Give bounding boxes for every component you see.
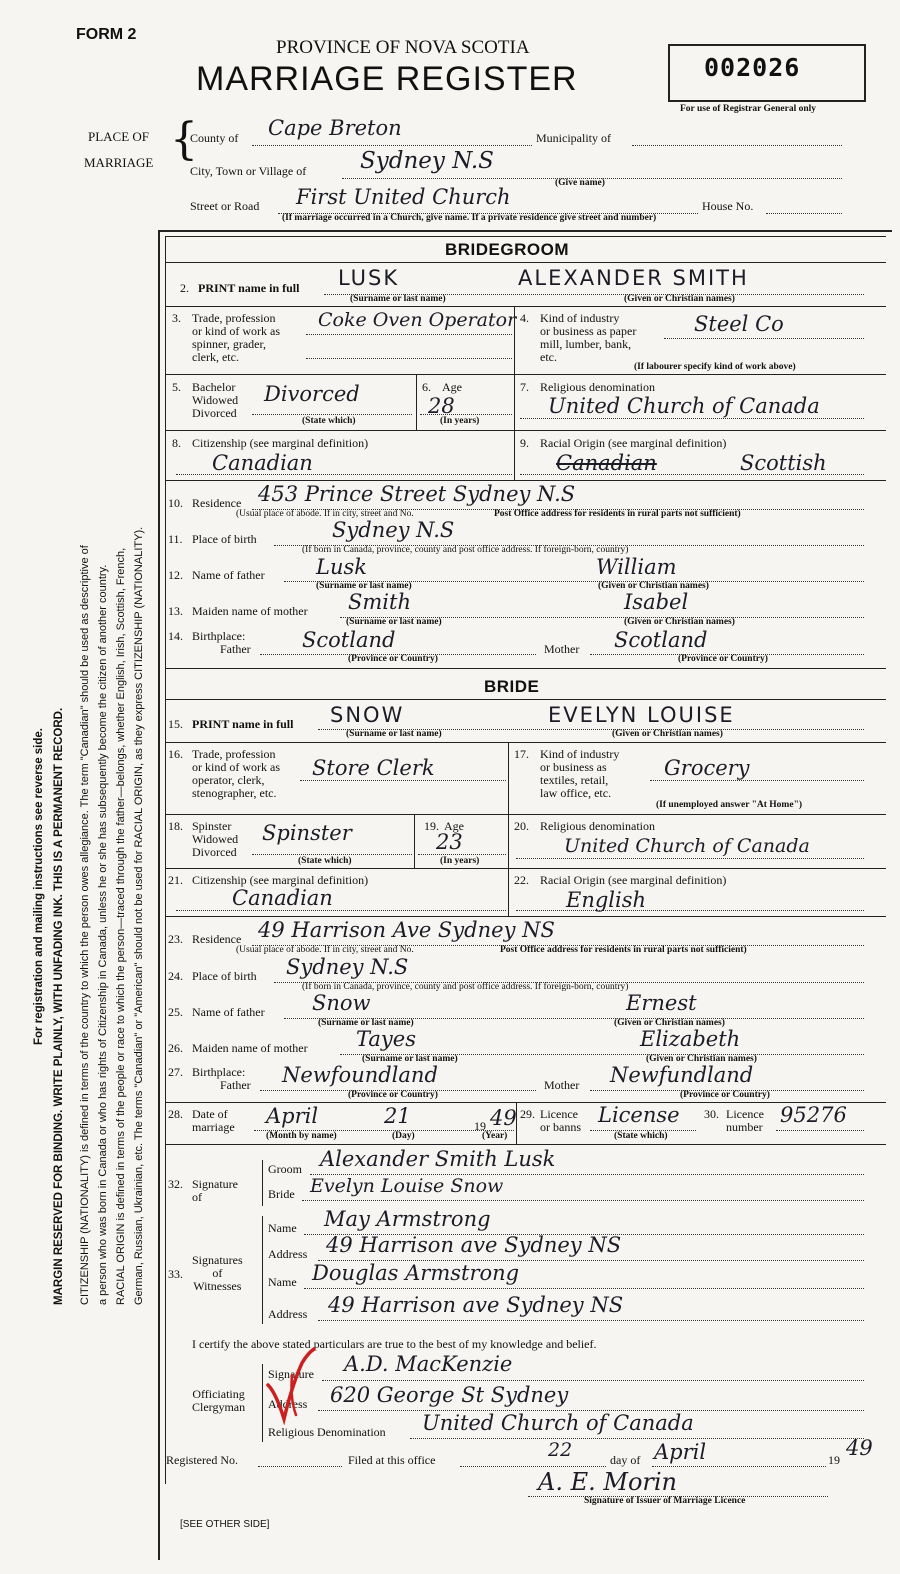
bride-industry: Grocery	[664, 756, 750, 780]
see-other-side: [SEE OTHER SIDE]	[180, 1519, 270, 1530]
bride-birthplaces-label: Birthplace:	[192, 1065, 246, 1079]
groom-status-label: Bachelor Widowed Divorced	[192, 380, 239, 420]
groom-name-label: PRINT name in full	[198, 281, 300, 295]
page-title: MARRIAGE REGISTER	[196, 60, 578, 98]
bride-birthplace: Sydney N.S	[286, 955, 409, 979]
issuer-signature: A. E. Morin	[538, 1468, 677, 1496]
marriage-year: 49	[490, 1106, 517, 1130]
bride-status-label: Spinster Widowed Divorced	[192, 819, 239, 859]
bride-mother-birthplace: Newfundland	[610, 1063, 754, 1087]
witnesses-label: Signatures of Witnesses	[192, 1253, 243, 1293]
groom-industry-label: Kind of industry or business as paper mill, lumber, bank, etc.	[540, 311, 637, 364]
marriage-label: MARRIAGE	[84, 155, 154, 170]
register-number: 002026	[704, 53, 801, 82]
marriage-date-label: Date of marriage	[192, 1107, 235, 1134]
form-number: FORM 2	[76, 26, 137, 43]
filed-year: 49	[846, 1436, 873, 1460]
filed-day: 22	[548, 1439, 573, 1461]
groom-mother-surname: Smith	[348, 590, 411, 614]
groom-origin: Scottish	[740, 451, 827, 475]
groom-age: 28	[428, 394, 455, 418]
city-value: Sydney N.S	[360, 148, 494, 174]
bride-father-label: Name of father	[192, 1005, 265, 1019]
witness-1-name: May Armstrong	[324, 1207, 491, 1231]
licence-or-banns: License	[598, 1103, 680, 1127]
groom-trade-label: Trade, profession or kind of work as spinner, grader, clerk, etc.	[192, 311, 280, 364]
bride-industry-label: Kind of industry or business as textiles, retail, law office, etc.	[540, 747, 620, 800]
bride-father-surname: Snow	[312, 991, 371, 1015]
groom-religion-label: Religious denomination	[540, 380, 655, 394]
bride-origin-label: Racial Origin (see marginal definition)	[540, 873, 727, 887]
groom-father-surname: Lusk	[316, 555, 367, 579]
groom-mother-label: Maiden name of mother	[192, 604, 308, 618]
licence-number: 95276	[780, 1103, 847, 1127]
margin-line-1: For registration and mailing instructions see reverse side.	[33, 728, 45, 1045]
margin-line-5: RACIAL ORIGIN is defined in terms of the people or race to which the person—traced through the father—belongs, whether English, Irish, Scottish, French,	[115, 547, 127, 1305]
municipality-label: Municipality of	[536, 131, 611, 145]
bride-trade: Store Clerk	[312, 756, 435, 780]
groom-given-names: ALEXANDER SMITH	[518, 266, 749, 290]
bride-citizenship: Canadian	[232, 886, 333, 910]
bride-father-given: Ernest	[626, 991, 697, 1015]
witness-2-name: Douglas Armstrong	[312, 1261, 520, 1285]
bride-given-names: EVELYN LOUISE	[548, 703, 735, 727]
street-value: First United Church	[296, 185, 511, 209]
certification-statement: I certify the above stated particulars are true to the best of my knowledge and belief.	[192, 1337, 597, 1351]
bride-trade-label: Trade, profession or kind of work as operator, clerk, stenographer, etc.	[192, 747, 280, 800]
bride-name-label: PRINT name in full	[192, 717, 294, 731]
bridegroom-heading: BRIDEGROOM	[445, 240, 569, 259]
margin-line-4: a person who was born in Canada or who has rights of Citizenship in Canada, unless he or she has subsequently become the citizen of another country.	[97, 564, 109, 1305]
groom-surname: LUSK	[338, 266, 400, 290]
clergyman-address: 620 George St Sydney	[330, 1383, 569, 1407]
groom-mother-given: Isabel	[624, 590, 689, 614]
margin-line-3: CITIZENSHIP (NATIONALITY) is defined in terms of the country to which the person owes allegiance. The term "Canadian" should be used as descriptive of	[79, 545, 91, 1305]
signature-of-label: Signature of	[192, 1177, 238, 1204]
groom-father-given: William	[596, 555, 677, 579]
witness-2-address: 49 Harrison ave Sydney NS	[328, 1293, 624, 1317]
margin-line-6: German, Russian, Ukrainian, etc. The terms "Canadian" or "American" should not be used for RACIAL ORIGIN, as they express CITIZENSHIP (NATIONALITY).	[133, 526, 145, 1305]
give-name-caption: (Give name)	[555, 178, 605, 188]
groom-status: Divorced	[264, 382, 360, 406]
filed-label: Filed at this office	[348, 1453, 436, 1467]
groom-religion: United Church of Canada	[548, 394, 820, 418]
county-label: County of	[190, 131, 239, 145]
margin-line-2: MARGIN RESERVED FOR BINDING. WRITE PLAINLY, WITH UNFADING INK. THIS IS A PERMANENT RECORD.	[53, 707, 65, 1305]
marriage-month: April	[266, 1104, 319, 1128]
bride-heading: BRIDE	[484, 677, 540, 696]
groom-father-birthplace: Scotland	[302, 628, 396, 652]
place-of-label: PLACE OF	[88, 129, 150, 144]
registrar-note: For use of Registrar General only	[680, 104, 817, 114]
groom-residence: 453 Prince Street Sydney N.S	[258, 482, 576, 506]
groom-industry: Steel Co	[694, 312, 784, 336]
clergyman-signature: A.D. MacKenzie	[344, 1352, 513, 1376]
bride-mother-surname: Tayes	[356, 1027, 416, 1051]
bride-mother-given: Elizabeth	[640, 1027, 741, 1051]
groom-father-label: Name of father	[192, 568, 265, 582]
bride-status: Spinster	[262, 821, 352, 845]
clergyman-label: Officiating Clergyman	[192, 1387, 246, 1414]
bride-religion-label: Religious denomination	[540, 819, 655, 833]
bride-religion: United Church of Canada	[564, 835, 810, 857]
groom-origin-struck: Canadian	[556, 451, 657, 475]
bride-residence-label: Residence	[192, 932, 242, 946]
bride-surname: SNOW	[330, 703, 405, 727]
groom-signature: Alexander Smith Lusk	[320, 1147, 556, 1171]
groom-citizenship-label: Citizenship (see marginal definition)	[192, 436, 369, 450]
red-check-mark	[262, 1345, 332, 1425]
marriage-day: 21	[384, 1104, 411, 1128]
bride-residence: 49 Harrison Ave Sydney NS	[258, 918, 555, 942]
county-value: Cape Breton	[268, 116, 402, 140]
bride-signature: Evelyn Louise Snow	[310, 1175, 504, 1197]
groom-birthplace-label: Place of birth	[192, 532, 257, 546]
issuer-label: Signature of Issuer of Marriage Licence	[584, 1496, 746, 1506]
groom-residence-label: Residence	[192, 496, 242, 510]
place-brace: {	[170, 114, 198, 165]
groom-birthplace: Sydney N.S	[332, 518, 455, 542]
filed-month: April	[654, 1440, 707, 1464]
bride-birthplace-label: Place of birth	[192, 969, 257, 983]
witness-1-address: 49 Harrison ave Sydney NS	[326, 1233, 622, 1257]
bride-citizenship-label: Citizenship (see marginal definition)	[192, 873, 369, 887]
street-label: Street or Road	[190, 199, 260, 213]
groom-citizenship: Canadian	[212, 451, 313, 475]
house-label: House No.	[702, 199, 754, 213]
city-label: City, Town or Village of	[190, 164, 307, 178]
street-note: (If marriage occurred in a Church, give name. If a private residence give street and number)	[282, 213, 657, 223]
province-heading: PROVINCE OF NOVA SCOTIA	[276, 37, 530, 58]
groom-trade: Coke Oven Operator	[318, 309, 517, 331]
bride-father-birthplace: Newfoundland	[282, 1063, 438, 1087]
licence-number-label: Licence number	[726, 1107, 764, 1134]
registered-no-label: Registered No.	[166, 1453, 238, 1467]
groom-mother-birthplace: Scotland	[614, 628, 708, 652]
clergyman-denomination: United Church of Canada	[422, 1411, 694, 1435]
bride-age: 23	[436, 830, 463, 854]
groom-origin-label: Racial Origin (see marginal definition)	[540, 436, 727, 450]
bride-mother-label: Maiden name of mother	[192, 1041, 308, 1055]
groom-birthplaces-label: Birthplace:	[192, 629, 246, 643]
bride-origin: English	[566, 888, 647, 912]
licence-banns-label: Licence or banns	[540, 1107, 581, 1134]
